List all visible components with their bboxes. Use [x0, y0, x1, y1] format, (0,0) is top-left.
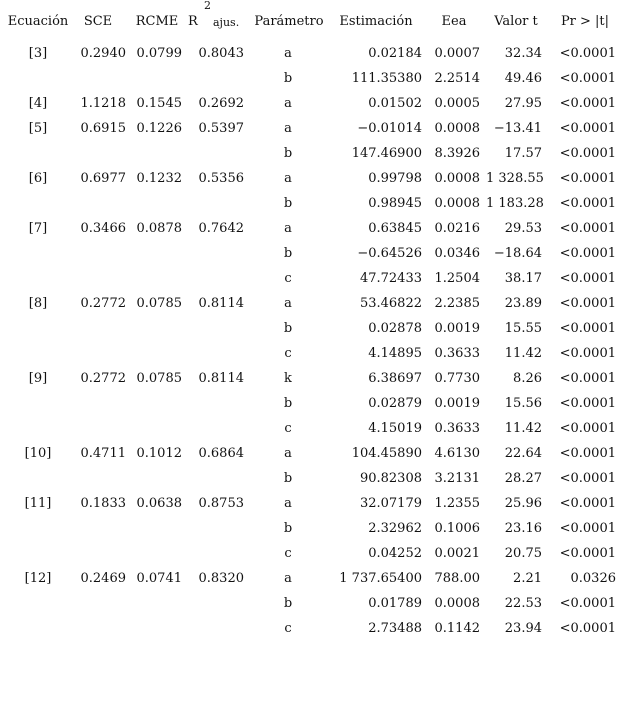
- cell-ecuacion: [8, 341, 68, 366]
- cell-estimacion: 0.04252: [368, 546, 422, 561]
- cell-pr: 0.0326: [570, 571, 616, 586]
- cell-sce: [72, 316, 126, 341]
- cell-ecuacion: [3]: [28, 46, 48, 61]
- cell-rcme: [128, 266, 182, 291]
- cell-valor-t: 23.94: [504, 621, 542, 636]
- cell-sce: [72, 466, 126, 491]
- cell-valor-t: 32.34: [504, 46, 542, 61]
- cell-parametro: b: [283, 471, 293, 486]
- cell-estimacion: 2.32962: [368, 521, 422, 536]
- cell-pr: <0.0001: [559, 171, 616, 186]
- cell-eea: 1.2355: [434, 496, 480, 511]
- cell-pr: <0.0001: [559, 271, 616, 286]
- cell-eea: 0.0005: [434, 96, 480, 111]
- cell-estimacion: 2.73488: [368, 621, 422, 636]
- cell-parametro: b: [283, 396, 293, 411]
- cell-estimacion: 147.46900: [351, 146, 422, 161]
- cell-estimacion: 1 737.65400: [339, 571, 422, 586]
- table-row: [0, 266, 624, 291]
- cell-rcme: 0.0785: [136, 296, 182, 311]
- cell-sce: [72, 616, 126, 641]
- cell-ecuacion: [7]: [28, 221, 48, 236]
- cell-pr: <0.0001: [559, 46, 616, 61]
- table-row: [0, 416, 624, 441]
- cell-pr: <0.0001: [559, 621, 616, 636]
- cell-r2-adjusted: [186, 616, 244, 641]
- cell-eea: 0.0008: [434, 171, 480, 186]
- cell-rcme: [128, 191, 182, 216]
- cell-estimacion: 104.45890: [351, 446, 422, 461]
- cell-rcme: [128, 341, 182, 366]
- cell-estimacion: 0.63845: [368, 221, 422, 236]
- cell-valor-t: 22.64: [504, 446, 542, 461]
- table-row: [0, 216, 624, 241]
- cell-ecuacion: [8]: [28, 296, 48, 311]
- table-row: [0, 316, 624, 341]
- cell-ecuacion: [8, 66, 68, 91]
- table-row: [0, 366, 624, 391]
- cell-valor-t: 15.55: [504, 321, 542, 336]
- cell-ecuacion: [11]: [24, 496, 52, 511]
- cell-parametro: a: [284, 96, 292, 111]
- cell-estimacion: 4.15019: [368, 421, 422, 436]
- cell-parametro: a: [284, 296, 292, 311]
- cell-sce: 0.2940: [80, 46, 126, 61]
- cell-parametro: b: [283, 71, 293, 86]
- cell-estimacion: 32.07179: [359, 496, 422, 511]
- cell-rcme: 0.1226: [136, 121, 182, 136]
- cell-eea: 0.0008: [434, 121, 480, 136]
- cell-estimacion: 0.02184: [368, 46, 422, 61]
- cell-valor-t: 25.96: [504, 496, 542, 511]
- cell-eea: 788.00: [434, 571, 480, 586]
- cell-valor-t: 49.46: [504, 71, 542, 86]
- cell-parametro: b: [283, 146, 293, 161]
- header-parametro: Parámetro: [254, 14, 324, 29]
- cell-valor-t: 28.27: [504, 471, 542, 486]
- cell-rcme: [128, 416, 182, 441]
- cell-ecuacion: [8, 141, 68, 166]
- cell-parametro: c: [284, 546, 292, 561]
- cell-rcme: [128, 391, 182, 416]
- cell-rcme: 0.1232: [136, 171, 182, 186]
- header-r2-subscript: ajus.: [213, 16, 240, 29]
- cell-pr: <0.0001: [559, 146, 616, 161]
- cell-valor-t: 1 328.55: [486, 171, 544, 186]
- cell-pr: <0.0001: [559, 196, 616, 211]
- header-r2-base: R: [188, 14, 198, 29]
- cell-eea: 0.3633: [434, 346, 480, 361]
- table-row: [0, 141, 624, 166]
- cell-sce: [72, 141, 126, 166]
- cell-rcme: 0.0785: [136, 371, 182, 386]
- header-ecuacion: Ecuación: [7, 14, 69, 29]
- table-row: [0, 41, 624, 66]
- cell-valor-t: 27.95: [504, 96, 542, 111]
- cell-eea: 0.1142: [434, 621, 480, 636]
- cell-estimacion: 0.99798: [368, 171, 422, 186]
- cell-ecuacion: [5]: [28, 121, 48, 136]
- cell-rcme: [128, 541, 182, 566]
- cell-rcme: [128, 316, 182, 341]
- cell-rcme: [128, 66, 182, 91]
- cell-parametro: a: [284, 171, 292, 186]
- cell-parametro: a: [284, 46, 292, 61]
- cell-eea: 3.2131: [434, 471, 480, 486]
- table-row: [0, 91, 624, 116]
- header-valor-t: Valor t: [494, 14, 538, 29]
- cell-rcme: [128, 591, 182, 616]
- cell-ecuacion: [6]: [28, 171, 48, 186]
- cell-valor-t: 20.75: [504, 546, 542, 561]
- cell-parametro: b: [283, 246, 293, 261]
- cell-valor-t: 17.57: [504, 146, 542, 161]
- header-r2-superscript: 2: [204, 0, 211, 12]
- cell-estimacion: 0.98945: [368, 196, 422, 211]
- cell-eea: 0.0008: [434, 596, 480, 611]
- cell-eea: 0.0346: [434, 246, 480, 261]
- cell-r2-adjusted: 0.8114: [198, 296, 244, 311]
- table-row: [0, 241, 624, 266]
- cell-ecuacion: [8, 391, 68, 416]
- cell-parametro: a: [284, 446, 292, 461]
- cell-valor-t: 22.53: [504, 596, 542, 611]
- cell-parametro: c: [284, 421, 292, 436]
- cell-ecuacion: [9]: [28, 371, 48, 386]
- cell-estimacion: 4.14895: [368, 346, 422, 361]
- cell-eea: 0.3633: [434, 421, 480, 436]
- cell-pr: <0.0001: [559, 321, 616, 336]
- table-body: [0, 41, 624, 641]
- cell-sce: [72, 266, 126, 291]
- cell-eea: 0.1006: [434, 521, 480, 536]
- cell-parametro: b: [283, 321, 293, 336]
- cell-eea: 0.0007: [434, 46, 480, 61]
- table-row: [0, 541, 624, 566]
- cell-ecuacion: [8, 266, 68, 291]
- cell-valor-t: −13.41: [493, 121, 542, 136]
- cell-r2-adjusted: 0.6864: [198, 446, 244, 461]
- cell-ecuacion: [8, 466, 68, 491]
- table-row: [0, 466, 624, 491]
- cell-sce: [72, 391, 126, 416]
- cell-sce: [72, 341, 126, 366]
- cell-eea: 2.2385: [434, 296, 480, 311]
- cell-rcme: [128, 141, 182, 166]
- cell-rcme: 0.0799: [136, 46, 182, 61]
- cell-eea: 0.0008: [434, 196, 480, 211]
- cell-estimacion: 6.38697: [368, 371, 422, 386]
- cell-estimacion: −0.01014: [357, 121, 422, 136]
- table-row: [0, 616, 624, 641]
- cell-pr: <0.0001: [559, 221, 616, 236]
- cell-rcme: [128, 241, 182, 266]
- cell-pr: <0.0001: [559, 96, 616, 111]
- cell-rcme: 0.0878: [136, 221, 182, 236]
- cell-eea: 4.6130: [434, 446, 480, 461]
- cell-r2-adjusted: [186, 541, 244, 566]
- cell-eea: 8.3926: [434, 146, 480, 161]
- cell-ecuacion: [8, 416, 68, 441]
- cell-sce: 0.2469: [80, 571, 126, 586]
- table-row: [0, 441, 624, 466]
- cell-valor-t: 2.21: [513, 571, 542, 586]
- cell-sce: 0.3466: [80, 221, 126, 236]
- cell-pr: <0.0001: [559, 496, 616, 511]
- cell-sce: [72, 241, 126, 266]
- table-row: [0, 591, 624, 616]
- cell-parametro: c: [284, 271, 292, 286]
- cell-ecuacion: [8, 516, 68, 541]
- cell-ecuacion: [12]: [24, 571, 52, 586]
- cell-pr: <0.0001: [559, 296, 616, 311]
- cell-r2-adjusted: 0.7642: [198, 221, 244, 236]
- table-row: [0, 166, 624, 191]
- cell-sce: [72, 541, 126, 566]
- cell-r2-adjusted: 0.5397: [198, 121, 244, 136]
- cell-valor-t: 1 183.28: [486, 196, 544, 211]
- cell-eea: 0.0216: [434, 221, 480, 236]
- cell-eea: 0.7730: [434, 371, 480, 386]
- table-row: [0, 391, 624, 416]
- cell-pr: <0.0001: [559, 246, 616, 261]
- cell-sce: 1.1218: [80, 96, 126, 111]
- cell-ecuacion: [8, 616, 68, 641]
- cell-r2-adjusted: [186, 191, 244, 216]
- cell-rcme: 0.1545: [136, 96, 182, 111]
- cell-ecuacion: [8, 316, 68, 341]
- cell-valor-t: 8.26: [513, 371, 542, 386]
- cell-valor-t: 15.56: [504, 396, 542, 411]
- cell-estimacion: 0.02879: [368, 396, 422, 411]
- cell-estimacion: 0.02878: [368, 321, 422, 336]
- cell-sce: [72, 191, 126, 216]
- cell-eea: 2.2514: [434, 71, 480, 86]
- cell-valor-t: 23.16: [504, 521, 542, 536]
- cell-pr: <0.0001: [559, 521, 616, 536]
- cell-pr: <0.0001: [559, 371, 616, 386]
- cell-pr: <0.0001: [559, 446, 616, 461]
- cell-valor-t: 11.42: [504, 421, 542, 436]
- cell-r2-adjusted: 0.8320: [198, 571, 244, 586]
- cell-pr: <0.0001: [559, 421, 616, 436]
- cell-sce: 0.6915: [80, 121, 126, 136]
- cell-ecuacion: [10]: [24, 446, 52, 461]
- cell-r2-adjusted: [186, 266, 244, 291]
- table-header: [0, 0, 624, 41]
- cell-valor-t: 23.89: [504, 296, 542, 311]
- cell-sce: [72, 591, 126, 616]
- cell-rcme: 0.0638: [136, 496, 182, 511]
- header-rcme: RCME: [135, 14, 179, 29]
- cell-pr: <0.0001: [559, 546, 616, 561]
- cell-pr: <0.0001: [559, 471, 616, 486]
- header-r2-adjusted: [188, 0, 248, 34]
- cell-r2-adjusted: 0.8043: [198, 46, 244, 61]
- cell-valor-t: −18.64: [493, 246, 542, 261]
- cell-parametro: a: [284, 121, 292, 136]
- cell-parametro: b: [283, 196, 293, 211]
- cell-parametro: b: [283, 521, 293, 536]
- cell-rcme: [128, 616, 182, 641]
- cell-parametro: b: [283, 596, 293, 611]
- cell-sce: 0.2772: [80, 371, 126, 386]
- cell-r2-adjusted: [186, 141, 244, 166]
- cell-r2-adjusted: [186, 516, 244, 541]
- cell-sce: 0.6977: [80, 171, 126, 186]
- cell-ecuacion: [8, 541, 68, 566]
- cell-r2-adjusted: [186, 66, 244, 91]
- cell-r2-adjusted: [186, 416, 244, 441]
- cell-estimacion: 0.01789: [368, 596, 422, 611]
- cell-valor-t: 29.53: [504, 221, 542, 236]
- table-row: [0, 566, 624, 591]
- table-row: [0, 516, 624, 541]
- cell-parametro: a: [284, 496, 292, 511]
- cell-sce: 0.1833: [80, 496, 126, 511]
- table-row: [0, 66, 624, 91]
- cell-estimacion: −0.64526: [357, 246, 422, 261]
- cell-sce: 0.4711: [80, 446, 126, 461]
- cell-sce: [72, 516, 126, 541]
- cell-eea: 0.0019: [434, 321, 480, 336]
- cell-estimacion: 47.72433: [359, 271, 422, 286]
- cell-parametro: c: [284, 346, 292, 361]
- cell-sce: [72, 416, 126, 441]
- cell-r2-adjusted: [186, 466, 244, 491]
- cell-r2-adjusted: [186, 341, 244, 366]
- header-pr: Pr > |t|: [560, 14, 610, 29]
- cell-valor-t: 11.42: [504, 346, 542, 361]
- cell-r2-adjusted: 0.5356: [198, 171, 244, 186]
- cell-eea: 0.0019: [434, 396, 480, 411]
- cell-pr: <0.0001: [559, 121, 616, 136]
- cell-ecuacion: [8, 241, 68, 266]
- cell-estimacion: 53.46822: [359, 296, 422, 311]
- cell-eea: 0.0021: [434, 546, 480, 561]
- table-row: [0, 341, 624, 366]
- cell-eea: 1.2504: [434, 271, 480, 286]
- cell-r2-adjusted: 0.2692: [198, 96, 244, 111]
- cell-ecuacion: [4]: [28, 96, 48, 111]
- cell-estimacion: 90.82308: [359, 471, 422, 486]
- cell-rcme: [128, 516, 182, 541]
- header-sce: SCE: [83, 14, 113, 29]
- cell-sce: [72, 66, 126, 91]
- header-estimacion: Estimación: [339, 14, 413, 29]
- cell-pr: <0.0001: [559, 396, 616, 411]
- cell-r2-adjusted: 0.8114: [198, 371, 244, 386]
- cell-rcme: 0.0741: [136, 571, 182, 586]
- cell-r2-adjusted: [186, 591, 244, 616]
- cell-rcme: 0.1012: [136, 446, 182, 461]
- cell-parametro: k: [284, 371, 292, 386]
- cell-pr: <0.0001: [559, 71, 616, 86]
- cell-sce: 0.2772: [80, 296, 126, 311]
- cell-parametro: a: [284, 221, 292, 236]
- cell-estimacion: 0.01502: [368, 96, 422, 111]
- table-row: [0, 291, 624, 316]
- cell-r2-adjusted: [186, 241, 244, 266]
- cell-estimacion: 111.35380: [351, 71, 422, 86]
- cell-pr: <0.0001: [559, 596, 616, 611]
- cell-r2-adjusted: 0.8753: [198, 496, 244, 511]
- cell-parametro: a: [284, 571, 292, 586]
- cell-rcme: [128, 466, 182, 491]
- header-eea: Eea: [441, 14, 467, 29]
- cell-r2-adjusted: [186, 391, 244, 416]
- cell-valor-t: 38.17: [504, 271, 542, 286]
- table-row: [0, 191, 624, 216]
- cell-ecuacion: [8, 191, 68, 216]
- cell-ecuacion: [8, 591, 68, 616]
- table-row: [0, 491, 624, 516]
- cell-pr: <0.0001: [559, 346, 616, 361]
- cell-r2-adjusted: [186, 316, 244, 341]
- cell-parametro: c: [284, 621, 292, 636]
- table-row: [0, 116, 624, 141]
